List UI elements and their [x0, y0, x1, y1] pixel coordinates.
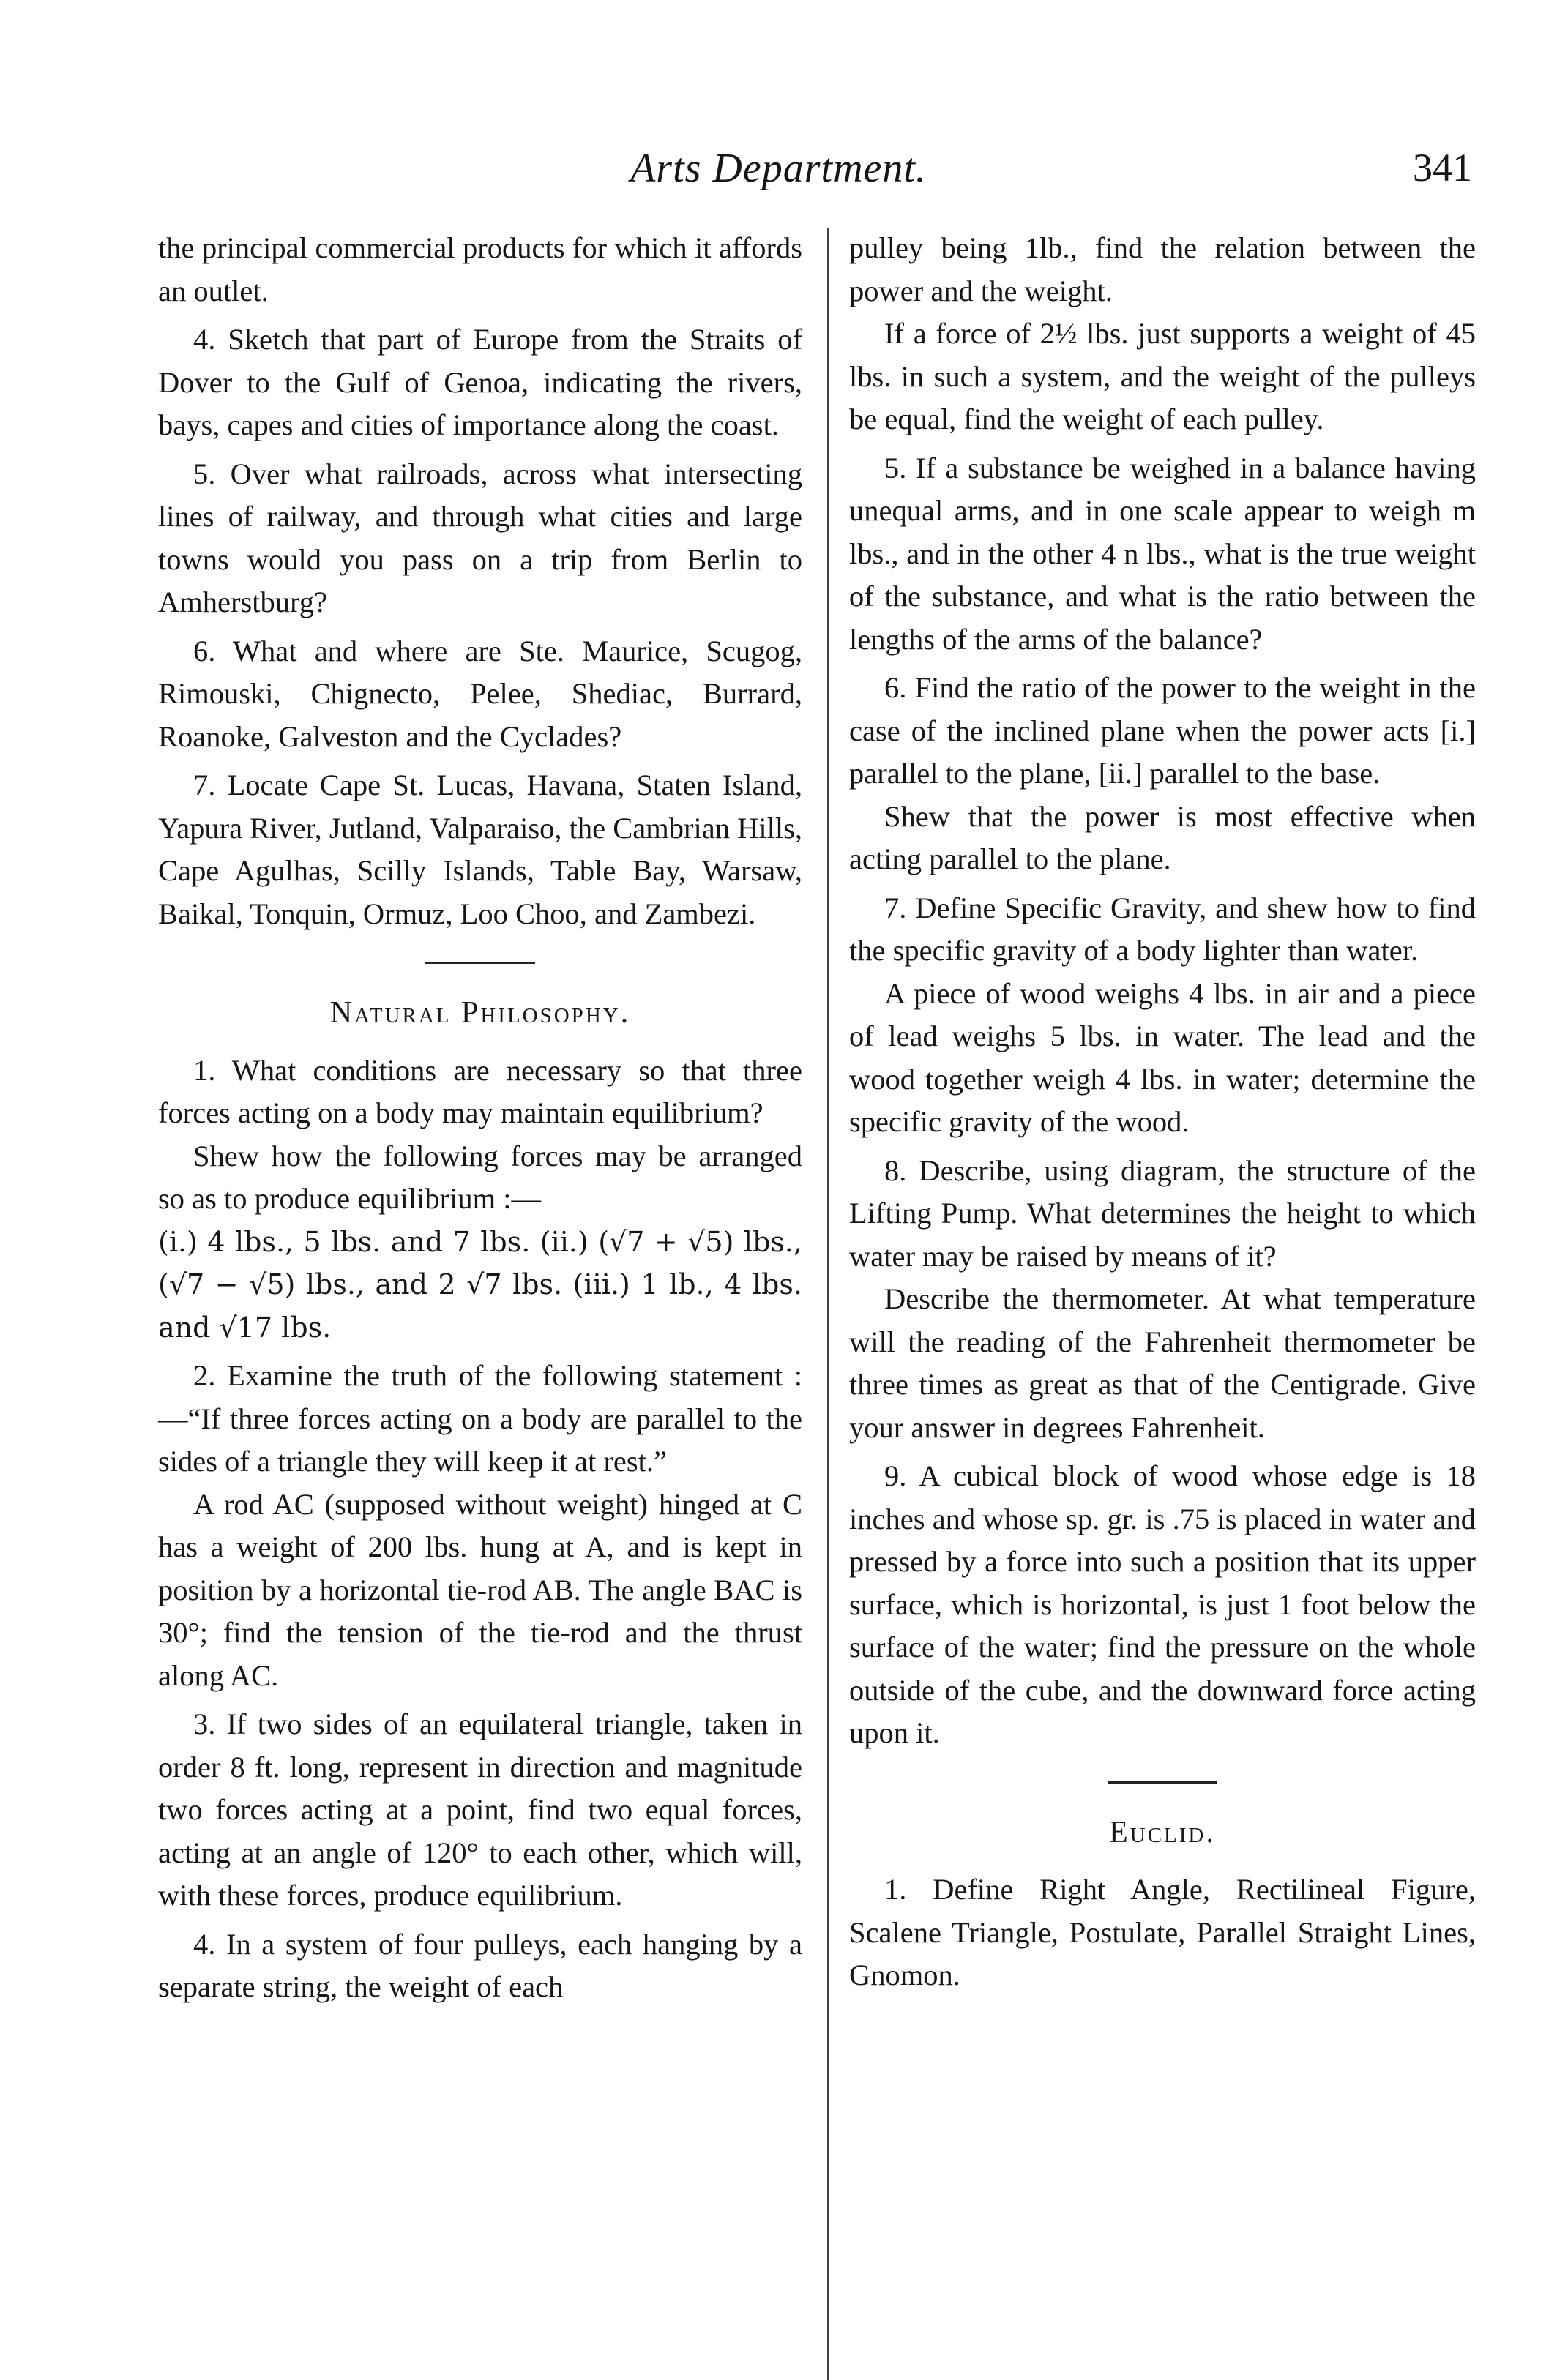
right-column [849, 227, 1476, 1997]
column-divider [827, 228, 829, 2380]
question-np-9: 9. A cubical block of wood whose edge is 18 inches and whose sp. gr. is .75 is placed in water and pressed by a force into such a position that its upper surface, which is horizontal, is just 1 foot below the surface of the water; find the pressure on the whole outside of the cube, and the downward force acting upon it. [849, 1459, 1476, 1749]
question-np-4-weight: If a force of 2½ lbs. just supports a weight of 45 lbs. in such a system, and the weight of the pulleys be equal, find the weight of each pulley. [849, 317, 1476, 435]
question-np-6-shew: Shew that the power is most effective when acting parallel to the plane. [849, 799, 1476, 875]
question-geography-5: 5. Over what railroads, across what intersecting lines of railway, and through what cities and large towns would you pass on a trip from Berlin to Amherstburg? [158, 457, 802, 618]
question-geography-4: 4. Sketch that part of Europe from the Straits of Dover to the Gulf of Genoa, indicating the rivers, bays, capes and cities of importance along the coast. [158, 323, 802, 441]
question-np-4: 4. In a system of four pulleys, each hanging by a separate string, the weight of each [158, 1927, 802, 2003]
question-np-2-rod: A rod AC (supposed without weight) hinged at C has a weight of 200 lbs. hung at A, and is kept in position by a horizontal tie-rod AB. The angle BAC is 30°; find the tension of the tie-rod and the thrust along AC. [158, 1487, 802, 1692]
question-geography-7: 7. Locate Cape St. Lucas, Havana, Staten Island, Yapura River, Jutland, Valparaiso, the Cambrian Hills, Cape Agulhas, Scilly Islands, Table Bay, Warsaw, Baikal, Tonquin, Ormuz, Loo Choo, and Zambezi. [158, 768, 802, 930]
question-euclid-1: 1. Define Right Angle, Rectilineal Figure, Scalene Triangle, Postulate, Parallel Straight Lines, Gnomon. [849, 1873, 1476, 1991]
section-divider [425, 962, 535, 964]
left-column [158, 227, 802, 2009]
question-np-3: 3. If two sides of an equilateral triangle, taken in order 8 ft. long, represent in direction and magnitude two forces acting at a point, find two equal forces, acting at an angle of 120° to each other, which will, with these forces, produce equilibrium. [158, 1707, 802, 1912]
question-np-4-continued: pulley being 1lb., find the relation between the power and the weight. [849, 231, 1476, 307]
page-number: 341 [1413, 146, 1472, 190]
question-np-1-cases: (i.) 4 lbs., 5 lbs. and 7 lbs. (ii.) (√7 + √5) lbs., (√7 − √5) lbs., and 2 √7 lbs. (iii.) 1 lb., 4 lbs. and √17 lbs. [158, 1225, 802, 1344]
question-np-2: 2. Examine the truth of the following statement :—“If three forces acting on a body are parallel to the sides of a triangle they will keep it at rest.” [158, 1359, 802, 1478]
running-head [0, 145, 1557, 203]
page-title: Arts Department. [630, 146, 927, 191]
question-np-8: 8. Describe, using diagram, the structure of the Lifting Pump. What determines the height to which water may be raised by means of it? [849, 1153, 1476, 1273]
question-geography-3-continued: the principal commercial products for which it affords an outlet. [158, 231, 802, 307]
question-np-7-wood: A piece of wood weighs 4 lbs. in air and a piece of lead weighs 5 lbs. in water. The lead and the wood together weigh 4 lbs. in water; determine the specific gravity of the wood. [849, 976, 1476, 1138]
question-np-1: 1. What conditions are necessary so that three forces acting on a body may maintain equilibrium? [158, 1053, 802, 1129]
question-np-8-thermometer: Describe the thermometer. At what temperature will the reading of the Fahrenheit thermometer be three times as great as that of the Centigrade. Give your answer in degrees Fahrenheit. [849, 1282, 1476, 1444]
question-np-1-forces: Shew how the following forces may be arranged so as to produce equilibrium :— [158, 1139, 802, 1215]
section-heading-euclid: Euclid. [1109, 1815, 1216, 1849]
question-np-7: 7. Define Specific Gravity, and shew how to find the specific gravity of a body lighter than water. [849, 891, 1476, 967]
section-divider-euclid [1108, 1781, 1217, 1784]
question-np-5: 5. If a substance be weighed in a balance having unequal arms, and in one scale appear to weigh m lbs., and in the other 4 n lbs., what is the true weight of the substance, and what is the ratio between the lengths of the arms of the balance? [849, 451, 1476, 656]
question-np-6: 6. Find the ratio of the power to the weight in the case of the inclined plane when the power acts [i.] parallel to the plane, [ii.] parallel to the base. [849, 671, 1476, 790]
question-geography-6: 6. What and where are Ste. Maurice, Scugog, Rimouski, Chignecto, Pelee, Shediac, Burrard, Roanoke, Galveston and the Cyclades? [158, 634, 802, 753]
section-heading-natural-philosophy: Natural Philosophy. [329, 996, 631, 1030]
